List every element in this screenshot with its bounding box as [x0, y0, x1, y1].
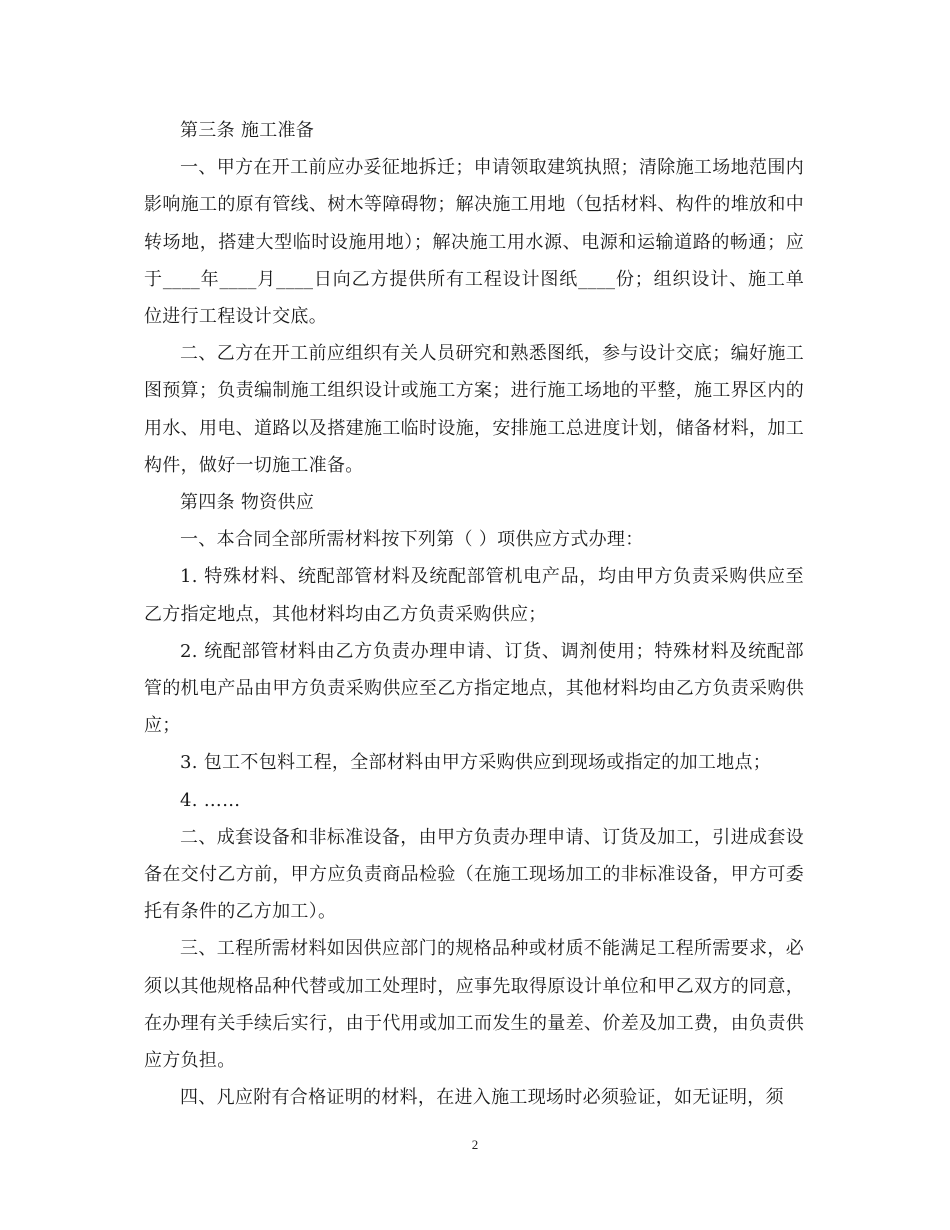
list-item-supply-option-3: 3. 包工不包料工程，全部材料由甲方采购供应到现场或指定的加工地点； — [180, 752, 772, 774]
section-heading-article-4: 第四条 物资供应 — [180, 492, 315, 514]
list-item-supply-option-2: 2. 统配部管材料由乙方负责办理申请、订货、调剂使用；特殊材料及统配部管的机电产品由甲方负责采购供应至乙方指定地点，其他材料均由乙方负责采购供应； — [144, 640, 804, 737]
paragraph-material-substitution: 三、工程所需材料如因供应部门的规格品种或材质不能满足工程所需要求，必须以其他规格品种代替或加工处理时，应事先取得原设计单位和甲乙双方的同意，在办理有关手续后实行，由于代用或加工而发生的量差、价差及加工费，由负责供应方负担。 — [144, 938, 804, 1072]
document-body — [144, 112, 804, 1116]
page-number: 2 — [471, 1137, 479, 1152]
list-item-supply-option-4: 4. …… — [180, 789, 241, 811]
paragraph-party-b-preparation: 二、乙方在开工前应组织有关人员研究和熟悉图纸，参与设计交底；编好施工图预算；负责编制施工组织设计或施工方案；进行施工场地的平整，施工界区内的用水、用电、道路以及搭建施工临时设施，安排施工总进度计划，储备材料，加工构件，做好一切施工准备。 — [144, 343, 804, 476]
paragraph-certification: 四、凡应附有合格证明的材料，在进入施工现场时必须验证，如无证明，须 — [180, 1087, 784, 1109]
paragraph-supply-methods: 一、本合同全部所需材料按下列第（ ）项供应方式办理： — [180, 529, 644, 551]
section-heading-article-3: 第三条 施工准备 — [180, 120, 315, 141]
paragraph-equipment: 二、成套设备和非标准设备，由甲方负责办理申请、订货及加工，引进成套设备在交付乙方前，甲方应负责商品检验（在施工现场加工的非标准设备，甲方可委托有条件的乙方加工）。 — [144, 826, 804, 923]
paragraph-party-a-preparation: 一、甲方在开工前应办妥征地拆迁；申请领取建筑执照；清除施工场地范围内影响施工的原有管线、树木等障碍物；解决施工用地（包括材料、构件的堆放和中转场地，搭建大型临时设施用地）；解决施工用水源、电源和运输道路的畅通；应于____年____月____日向乙方提供所有工程设计图纸____份；组织设计、施工单位进行工程设计交底。 — [144, 157, 804, 328]
list-item-supply-option-1: 1. 特殊材料、统配部管材料及统配部管机电产品，均由甲方负责采购供应至乙方指定地点，其他材料均由乙方负责采购供应； — [144, 566, 804, 625]
